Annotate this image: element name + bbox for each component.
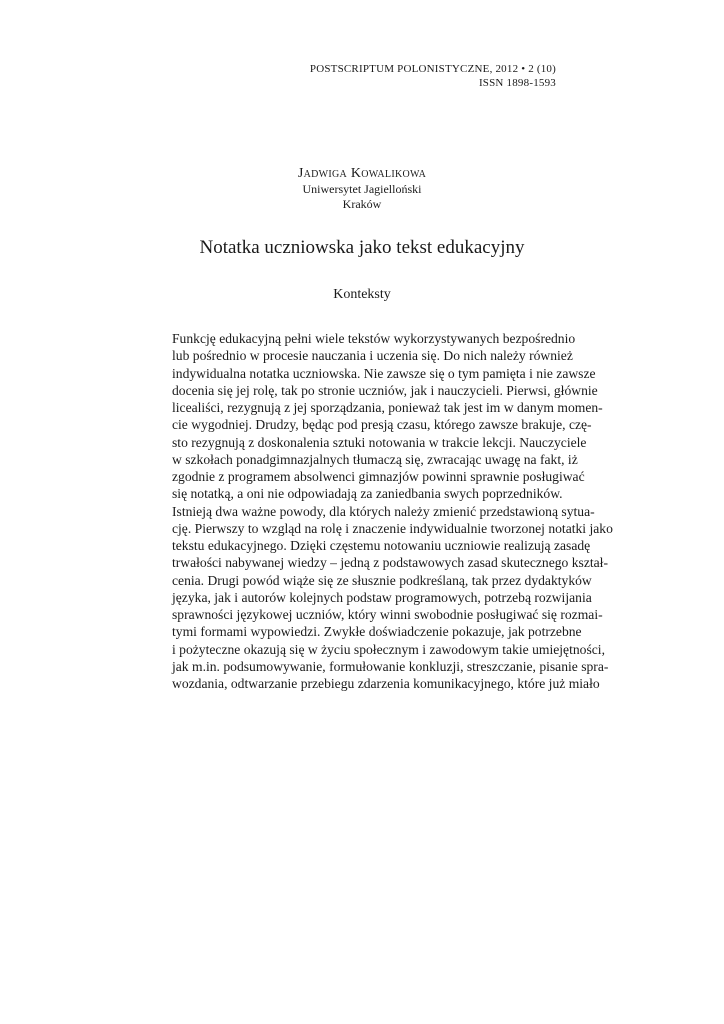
text-line: sprawności językowej uczniów, który winni swobodnie posługiwać się rozmai- bbox=[172, 607, 603, 622]
journal-line: POSTSCRIPTUM POLONISTYCZNE, 2012 • 2 (10) bbox=[309, 63, 556, 75]
text-line: cję. Pierwszy to wzgląd na rolę i znaczenie indywidualnie tworzonej notatki jako bbox=[172, 520, 613, 536]
text-line: trwałości nabywanej wiedzy – jedną z podstawowych zasad skutecznego kształ- bbox=[172, 555, 608, 571]
article-body bbox=[158, 330, 613, 692]
author-affiliation: Uniwersytet Jagielloński bbox=[302, 182, 422, 196]
author-city: Kraków bbox=[342, 197, 382, 211]
text-line: indywidualna notatka uczniowska. Nie zawsze się o tym pamięta i nie zawsze bbox=[172, 365, 596, 381]
text-line: jak m.in. podsumowywanie, formułowanie konkluzji, streszczanie, pisanie spra- bbox=[172, 658, 609, 674]
text-line: się notatką, a oni nie odpowiadają za zaniedbania swych poprzedników. bbox=[172, 486, 563, 502]
text-line: Funkcję edukacyjną pełni wiele tekstów wykorzystywanych bezpośrednio bbox=[172, 331, 576, 346]
text-line: docenia się jej rolę, tak po stronie uczniów, jak i nauczycieli. Pierwsi, głównie bbox=[172, 382, 598, 398]
journal-header bbox=[310, 62, 556, 90]
author-block bbox=[0, 165, 724, 212]
text-line: zgodnie z programem absolwenci gimnazjów powinni sprawnie posługiwać bbox=[172, 469, 585, 484]
author-name: Jadwiga Kowalikowa bbox=[297, 166, 427, 181]
text-line: tymi formami wypowiedzi. Zwykłe doświadczenie pokazuje, jak potrzebne bbox=[172, 624, 582, 640]
article-title: Notatka uczniowska jako tekst edukacyjny bbox=[199, 237, 525, 258]
article-subtitle: Konteksty bbox=[333, 287, 391, 302]
text-line: cenia. Drugi powód wiąże się ze słusznie podkreślaną, tak przez dydaktyków bbox=[172, 572, 592, 588]
text-line: sto rezygnują z doskonalenia sztuki notowania w trakcie lekcji. Nauczyciele bbox=[172, 434, 587, 450]
text-line: lub pośrednio w procesie nauczania i uczenia się. Do nich należy również bbox=[172, 348, 573, 364]
text-line: języka, jak i autorów kolejnych podstaw programowych, potrzebą rozwijania bbox=[172, 589, 592, 605]
text-line: wozdania, odtwarzanie przebiegu zdarzenia komunikacyjnego, które już miało bbox=[172, 676, 600, 691]
text-line: tekstu edukacyjnego. Dzięki częstemu notowaniu uczniowie realizują zasadę bbox=[172, 538, 591, 553]
text-line: w szkołach ponadgimnazjalnych tłumaczą się, zwracając uwagę na fakt, iż bbox=[172, 451, 578, 467]
text-line: licealiści, rezygnują z jej sporządzania, ponieważ tak jest im w danym momen- bbox=[172, 400, 603, 415]
text-line: Istnieją dwa ważne powody, dla których należy zmienić przedstawioną sytua- bbox=[172, 503, 595, 519]
issn-line: ISSN 1898-1593 bbox=[478, 77, 556, 89]
text-line: cie wygodniej. Drudzy, będąc pod presją czasu, którego zawsze brakuje, czę- bbox=[172, 417, 592, 433]
text-line: i pożyteczne okazują się w życiu społecznym i zawodowym takie umiejętności, bbox=[172, 641, 605, 657]
paragraph bbox=[158, 330, 603, 503]
paragraph bbox=[158, 503, 613, 693]
